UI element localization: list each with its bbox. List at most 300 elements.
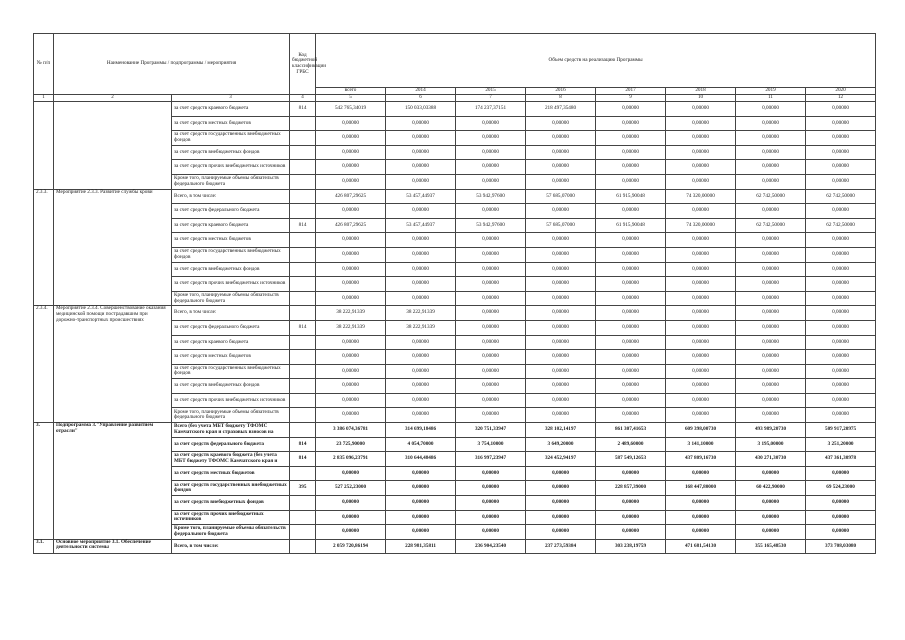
amount-year: 0,00000 xyxy=(456,481,526,496)
amount-total: 0,00000 xyxy=(316,116,386,131)
amount-year: 509 917,20975 xyxy=(806,423,876,438)
amount-year: 150 033,03388 xyxy=(386,102,456,117)
amount-year: 0,00000 xyxy=(666,160,736,175)
amount-year: 3 195,00000 xyxy=(736,437,806,452)
column-index-cell: 10 xyxy=(666,95,736,102)
amount-total: 0,00000 xyxy=(316,247,386,262)
amount-year: 0,00000 xyxy=(456,277,526,292)
amount-total: 0,00000 xyxy=(316,350,386,365)
funding-source: за счет средств внебюджетных фондов xyxy=(172,379,290,394)
amount-year: 430 271,30730 xyxy=(736,452,806,467)
amount-year: 0,00000 xyxy=(736,350,806,365)
funding-source: за счет средств краевого бюджета xyxy=(172,102,290,117)
amount-year: 587 549,12653 xyxy=(596,452,666,467)
grbs-code xyxy=(290,277,316,292)
amount-year: 0,00000 xyxy=(456,174,526,189)
column-index-cell: 2 xyxy=(54,95,172,102)
amount-year: 0,00000 xyxy=(596,393,666,408)
amount-year: 0,00000 xyxy=(736,364,806,379)
amount-year: 0,00000 xyxy=(386,408,456,423)
header-year: 2018 xyxy=(666,88,736,95)
amount-year: 0,00000 xyxy=(526,306,596,321)
item-number: 2.3.3. xyxy=(34,189,54,306)
header-code: Код бюджетной классификации ГРБС xyxy=(290,34,316,95)
grbs-code xyxy=(290,379,316,394)
table-row xyxy=(34,102,876,117)
amount-year: 0,00000 xyxy=(456,233,526,248)
amount-year: 218 497,35480 xyxy=(526,102,596,117)
funding-source: Кроме того, планируемые объемы обязательств федерального бюджета xyxy=(172,408,290,423)
amount-year: 0,00000 xyxy=(526,204,596,219)
amount-year: 0,00000 xyxy=(596,174,666,189)
amount-year: 0,00000 xyxy=(736,408,806,423)
amount-year: 0,00000 xyxy=(596,204,666,219)
amount-total: 0,00000 xyxy=(316,364,386,379)
amount-year: 609 398,00730 xyxy=(666,423,736,438)
column-index-cell: 6 xyxy=(386,95,456,102)
amount-year: 0,00000 xyxy=(386,160,456,175)
grbs-code xyxy=(290,350,316,365)
amount-year: 0,00000 xyxy=(456,466,526,481)
amount-total: 0,00000 xyxy=(316,379,386,394)
funding-source: за счет средств прочих внебюджетных источников xyxy=(172,160,290,175)
budget-table-page xyxy=(33,33,875,554)
funding-source: за счет средств прочих внебюджетных источников xyxy=(172,277,290,292)
amount-year: 0,00000 xyxy=(386,364,456,379)
column-index-cell: 4 xyxy=(290,95,316,102)
amount-year: 228 981,35811 xyxy=(386,539,456,554)
amount-total: 527 252,23000 xyxy=(316,481,386,496)
amount-year: 0,00000 xyxy=(736,116,806,131)
grbs-code xyxy=(290,510,316,525)
amount-total: 0,00000 xyxy=(316,174,386,189)
amount-year: 74 320,00000 xyxy=(666,218,736,233)
amount-year: 57 685,07000 xyxy=(526,218,596,233)
funding-source: за счет средств государственных внебюджетных фондов xyxy=(172,131,290,146)
funding-source: Всего, в том числе: xyxy=(172,189,290,204)
amount-year: 0,00000 xyxy=(526,233,596,248)
amount-year: 0,00000 xyxy=(736,247,806,262)
column-index-cell: 8 xyxy=(526,95,596,102)
amount-year: 0,00000 xyxy=(806,291,876,306)
amount-year: 0,00000 xyxy=(526,393,596,408)
amount-total: 0,00000 xyxy=(316,277,386,292)
amount-year: 0,00000 xyxy=(596,262,666,277)
table-row xyxy=(34,189,876,204)
grbs-code xyxy=(290,189,316,204)
amount-year: 0,00000 xyxy=(386,204,456,219)
column-index-cell: 5 xyxy=(316,95,386,102)
amount-year: 0,00000 xyxy=(386,393,456,408)
amount-year: 0,00000 xyxy=(386,262,456,277)
amount-total: 0,00000 xyxy=(316,393,386,408)
amount-year: 0,00000 xyxy=(806,466,876,481)
amount-year: 0,00000 xyxy=(596,277,666,292)
item-name: Мероприятие 2.3.3. Развитие службы крови xyxy=(54,189,172,306)
column-index-cell: 9 xyxy=(596,95,666,102)
amount-year: 0,00000 xyxy=(596,379,666,394)
table-row xyxy=(34,423,876,438)
amount-year: 0,00000 xyxy=(736,306,806,321)
grbs-code xyxy=(290,116,316,131)
amount-year: 228 857,39000 xyxy=(596,481,666,496)
amount-year: 316 997,23947 xyxy=(456,452,526,467)
amount-year: 0,00000 xyxy=(456,393,526,408)
amount-year: 0,00000 xyxy=(386,510,456,525)
header-year: 2016 xyxy=(526,88,596,95)
amount-year: 0,00000 xyxy=(666,525,736,540)
amount-total: 0,00000 xyxy=(316,145,386,160)
amount-year: 0,00000 xyxy=(806,306,876,321)
amount-year: 61 915,90048 xyxy=(596,218,666,233)
amount-year: 0,00000 xyxy=(736,233,806,248)
item-name: Подпрограмма 3."Управление развитием отрасли" xyxy=(54,423,172,540)
funding-source: за счет средств государственных внебюджетных фондов xyxy=(172,481,290,496)
item-number xyxy=(34,102,54,190)
amount-year: 0,00000 xyxy=(806,408,876,423)
amount-total: 0,00000 xyxy=(316,160,386,175)
amount-year: 0,00000 xyxy=(386,350,456,365)
funding-source: Кроме того, планируемые объемы обязательств федерального бюджета xyxy=(172,174,290,189)
grbs-code xyxy=(290,539,316,554)
amount-year: 0,00000 xyxy=(596,408,666,423)
column-index-cell: 11 xyxy=(736,95,806,102)
amount-year: 328 102,14197 xyxy=(526,423,596,438)
grbs-code xyxy=(290,364,316,379)
header-total: всего xyxy=(316,88,386,95)
amount-year: 0,00000 xyxy=(456,204,526,219)
amount-year: 0,00000 xyxy=(806,350,876,365)
header-year: 2014 xyxy=(386,88,456,95)
amount-year: 0,00000 xyxy=(806,510,876,525)
amount-total: 0,00000 xyxy=(316,408,386,423)
funding-source: за счет средств внебюджетных фондов xyxy=(172,496,290,511)
amount-year: 0,00000 xyxy=(736,525,806,540)
amount-year: 303 238,19759 xyxy=(596,539,666,554)
amount-year: 38 222,91339 xyxy=(386,320,456,335)
item-number: 2.3.4. xyxy=(34,306,54,423)
grbs-code xyxy=(290,335,316,350)
amount-year: 0,00000 xyxy=(386,466,456,481)
amount-year: 0,00000 xyxy=(806,131,876,146)
amount-year: 0,00000 xyxy=(596,131,666,146)
funding-source: Всего, в том числе: xyxy=(172,306,290,321)
funding-source: за счет средств внебюджетных фондов xyxy=(172,145,290,160)
amount-year: 62 742,50000 xyxy=(806,218,876,233)
amount-year: 0,00000 xyxy=(736,262,806,277)
amount-year: 0,00000 xyxy=(806,160,876,175)
amount-year: 0,00000 xyxy=(806,247,876,262)
funding-source: за счет средств краевого бюджета xyxy=(172,218,290,233)
amount-year: 0,00000 xyxy=(386,247,456,262)
amount-total: 38 222,91339 xyxy=(316,306,386,321)
column-index-cell: 1 xyxy=(34,95,54,102)
amount-year: 0,00000 xyxy=(456,408,526,423)
grbs-code xyxy=(290,306,316,321)
amount-year: 0,00000 xyxy=(806,364,876,379)
amount-year: 0,00000 xyxy=(526,145,596,160)
amount-year: 0,00000 xyxy=(526,131,596,146)
amount-year: 0,00000 xyxy=(596,510,666,525)
amount-year: 0,00000 xyxy=(596,291,666,306)
amount-year: 0,00000 xyxy=(736,291,806,306)
amount-year: 0,00000 xyxy=(526,247,596,262)
grbs-code xyxy=(290,247,316,262)
amount-total: 0,00000 xyxy=(316,291,386,306)
amount-year: 0,00000 xyxy=(806,102,876,117)
amount-year: 62 742,50000 xyxy=(736,218,806,233)
amount-total: 426 807,29625 xyxy=(316,189,386,204)
amount-year: 61 915,90048 xyxy=(596,189,666,204)
amount-year: 0,00000 xyxy=(526,466,596,481)
amount-year: 0,00000 xyxy=(526,277,596,292)
amount-year: 0,00000 xyxy=(666,320,736,335)
amount-year: 237 273,59384 xyxy=(526,539,596,554)
amount-total: 2 059 720,86194 xyxy=(316,539,386,554)
amount-year: 0,00000 xyxy=(666,393,736,408)
amount-year: 0,00000 xyxy=(806,335,876,350)
amount-year: 0,00000 xyxy=(456,496,526,511)
grbs-code xyxy=(290,496,316,511)
amount-year: 0,00000 xyxy=(386,131,456,146)
amount-year: 0,00000 xyxy=(526,525,596,540)
amount-year: 0,00000 xyxy=(386,496,456,511)
amount-year: 493 989,20730 xyxy=(736,423,806,438)
grbs-code xyxy=(290,262,316,277)
amount-year: 0,00000 xyxy=(666,262,736,277)
amount-total: 0,00000 xyxy=(316,525,386,540)
amount-year: 0,00000 xyxy=(526,364,596,379)
amount-year: 0,00000 xyxy=(736,320,806,335)
grbs-code xyxy=(290,525,316,540)
grbs-code xyxy=(290,145,316,160)
amount-year: 437 809,16730 xyxy=(666,452,736,467)
amount-year: 0,00000 xyxy=(526,379,596,394)
amount-year: 0,00000 xyxy=(386,277,456,292)
amount-year: 0,00000 xyxy=(666,233,736,248)
funding-source: Кроме того, планируемые объемы обязательств федерального бюджета xyxy=(172,291,290,306)
grbs-code: 814 xyxy=(290,102,316,117)
amount-year: 0,00000 xyxy=(806,496,876,511)
amount-year: 0,00000 xyxy=(736,277,806,292)
amount-year: 0,00000 xyxy=(806,204,876,219)
amount-year: 0,00000 xyxy=(596,320,666,335)
amount-year: 0,00000 xyxy=(456,510,526,525)
amount-total: 0,00000 xyxy=(316,496,386,511)
amount-year: 53 942,97600 xyxy=(456,218,526,233)
amount-year: 0,00000 xyxy=(666,277,736,292)
funding-source: за счет средств прочих внебюджетных источников xyxy=(172,393,290,408)
header-year: 2019 xyxy=(736,88,806,95)
amount-year: 0,00000 xyxy=(806,145,876,160)
amount-year: 0,00000 xyxy=(596,233,666,248)
amount-year: 0,00000 xyxy=(736,131,806,146)
grbs-code: 395 xyxy=(290,481,316,496)
amount-year: 0,00000 xyxy=(806,174,876,189)
amount-year: 0,00000 xyxy=(526,481,596,496)
amount-total: 38 222,91339 xyxy=(316,320,386,335)
amount-year: 0,00000 xyxy=(456,116,526,131)
amount-year: 0,00000 xyxy=(526,116,596,131)
amount-year: 355 165,48530 xyxy=(736,539,806,554)
amount-year: 471 681,54130 xyxy=(666,539,736,554)
funding-source: за счет средств краевого бюджета xyxy=(172,335,290,350)
amount-year: 0,00000 xyxy=(596,102,666,117)
amount-year: 0,00000 xyxy=(736,496,806,511)
amount-year: 0,00000 xyxy=(666,350,736,365)
grbs-code xyxy=(290,131,316,146)
amount-year: 0,00000 xyxy=(596,496,666,511)
funding-source: за счет средств федерального бюджета xyxy=(172,320,290,335)
amount-year: 0,00000 xyxy=(526,408,596,423)
amount-year: 0,00000 xyxy=(386,291,456,306)
amount-year: 0,00000 xyxy=(666,247,736,262)
amount-year: 0,00000 xyxy=(526,174,596,189)
amount-year: 437 361,30978 xyxy=(806,452,876,467)
amount-year: 0,00000 xyxy=(386,145,456,160)
amount-year: 53 942,97600 xyxy=(456,189,526,204)
amount-year: 0,00000 xyxy=(456,364,526,379)
amount-year: 0,00000 xyxy=(736,102,806,117)
amount-year: 0,00000 xyxy=(386,116,456,131)
funding-source: за счет средств государственных внебюджетных фондов xyxy=(172,247,290,262)
amount-year: 53 457,44937 xyxy=(386,218,456,233)
grbs-code xyxy=(290,393,316,408)
grbs-code xyxy=(290,408,316,423)
amount-year: 0,00000 xyxy=(666,116,736,131)
funding-source: за счет средств государственных внебюджетных фондов xyxy=(172,364,290,379)
amount-total: 0,00000 xyxy=(316,262,386,277)
amount-total: 3 386 074,36781 xyxy=(316,423,386,438)
amount-total: 2 835 096,23791 xyxy=(316,452,386,467)
amount-year: 60 422,90000 xyxy=(736,481,806,496)
amount-year: 0,00000 xyxy=(526,320,596,335)
grbs-code xyxy=(290,204,316,219)
amount-year: 310 644,48486 xyxy=(386,452,456,467)
amount-year: 0,00000 xyxy=(456,335,526,350)
amount-year: 0,00000 xyxy=(456,306,526,321)
amount-year: 0,00000 xyxy=(806,393,876,408)
amount-total: 0,00000 xyxy=(316,204,386,219)
amount-year: 0,00000 xyxy=(596,335,666,350)
amount-year: 62 742,50000 xyxy=(806,189,876,204)
funding-source: Всего (без учета МБТ бюджету ТФОМС Камчатского края и страховых взносов на xyxy=(172,423,290,438)
amount-year: 0,00000 xyxy=(456,145,526,160)
amount-year: 0,00000 xyxy=(736,393,806,408)
header-volume: Объем средств на реализацию Программы xyxy=(316,34,876,88)
amount-year: 0,00000 xyxy=(596,364,666,379)
amount-year: 0,00000 xyxy=(526,350,596,365)
amount-year: 0,00000 xyxy=(456,320,526,335)
grbs-code: 814 xyxy=(290,452,316,467)
column-index-cell: 3 xyxy=(172,95,290,102)
grbs-code xyxy=(290,466,316,481)
funding-source: за счет средств прочих внебюджетных источников xyxy=(172,510,290,525)
amount-year: 320 751,33947 xyxy=(456,423,526,438)
funding-source: Всего, в том числе: xyxy=(172,539,290,554)
item-name: Мероприятие 2.3.4. Совершенствование оказания медицинской помощи пострадавшим при дорожно-транспортных происшествиях xyxy=(54,306,172,423)
amount-year: 0,00000 xyxy=(386,335,456,350)
header-name: Наименование Программы / подпрограммы / мероприятия xyxy=(54,34,290,95)
grbs-code xyxy=(290,160,316,175)
amount-year: 236 904,23540 xyxy=(456,539,526,554)
amount-year: 0,00000 xyxy=(736,466,806,481)
grbs-code: 814 xyxy=(290,320,316,335)
amount-year: 0,00000 xyxy=(806,379,876,394)
amount-year: 3 649,20000 xyxy=(526,437,596,452)
amount-year: 174 237,37151 xyxy=(456,102,526,117)
amount-year: 0,00000 xyxy=(736,510,806,525)
amount-year: 324 452,94197 xyxy=(526,452,596,467)
amount-total: 426 807,29625 xyxy=(316,218,386,233)
grbs-code: 814 xyxy=(290,437,316,452)
amount-year: 0,00000 xyxy=(806,233,876,248)
amount-year: 53 457,44937 xyxy=(386,189,456,204)
amount-total: 542 765,34019 xyxy=(316,102,386,117)
funding-source: Кроме того, планируемые объемы обязательств федерального бюджета xyxy=(172,525,290,540)
funding-source: за счет средств местных бюджетов xyxy=(172,116,290,131)
amount-year: 0,00000 xyxy=(456,291,526,306)
grbs-code xyxy=(290,423,316,438)
column-index-cell: 7 xyxy=(456,95,526,102)
amount-year: 0,00000 xyxy=(526,510,596,525)
funding-source: за счет средств местных бюджетов xyxy=(172,350,290,365)
amount-year: 0,00000 xyxy=(666,335,736,350)
amount-year: 0,00000 xyxy=(736,379,806,394)
amount-year: 0,00000 xyxy=(386,174,456,189)
amount-year: 0,00000 xyxy=(526,291,596,306)
amount-year: 0,00000 xyxy=(386,233,456,248)
amount-year: 0,00000 xyxy=(666,364,736,379)
amount-year: 0,00000 xyxy=(596,116,666,131)
amount-total: 0,00000 xyxy=(316,233,386,248)
amount-year: 0,00000 xyxy=(736,174,806,189)
amount-year: 0,00000 xyxy=(736,160,806,175)
amount-year: 0,00000 xyxy=(666,496,736,511)
item-name: Основное мероприятие 3.1. Обеспечение деятельности системы xyxy=(54,539,172,554)
amount-year: 0,00000 xyxy=(456,262,526,277)
amount-year: 0,00000 xyxy=(806,262,876,277)
amount-year: 4 054,70000 xyxy=(386,437,456,452)
amount-total: 0,00000 xyxy=(316,131,386,146)
funding-source: за счет средств внебюджетных фондов xyxy=(172,262,290,277)
amount-year: 0,00000 xyxy=(596,160,666,175)
grbs-code xyxy=(290,233,316,248)
amount-year: 69 524,23000 xyxy=(806,481,876,496)
item-number: 3. xyxy=(34,423,54,540)
amount-year: 0,00000 xyxy=(526,335,596,350)
amount-total: 0,00000 xyxy=(316,466,386,481)
amount-year: 0,00000 xyxy=(806,320,876,335)
item-number: 3.1. xyxy=(34,539,54,554)
table-row xyxy=(34,539,876,554)
header-num: № п/п xyxy=(34,34,54,95)
grbs-code xyxy=(290,291,316,306)
amount-year: 0,00000 xyxy=(526,160,596,175)
amount-year: 3 251,20000 xyxy=(806,437,876,452)
amount-year: 168 447,80000 xyxy=(666,481,736,496)
grbs-code xyxy=(290,174,316,189)
amount-year: 0,00000 xyxy=(806,525,876,540)
header-year: 2015 xyxy=(456,88,526,95)
amount-year: 0,00000 xyxy=(596,466,666,481)
amount-year: 0,00000 xyxy=(666,466,736,481)
amount-year: 0,00000 xyxy=(526,496,596,511)
grbs-code: 814 xyxy=(290,218,316,233)
amount-year: 0,00000 xyxy=(666,291,736,306)
amount-year: 861 307,41653 xyxy=(596,423,666,438)
amount-year: 0,00000 xyxy=(736,145,806,160)
